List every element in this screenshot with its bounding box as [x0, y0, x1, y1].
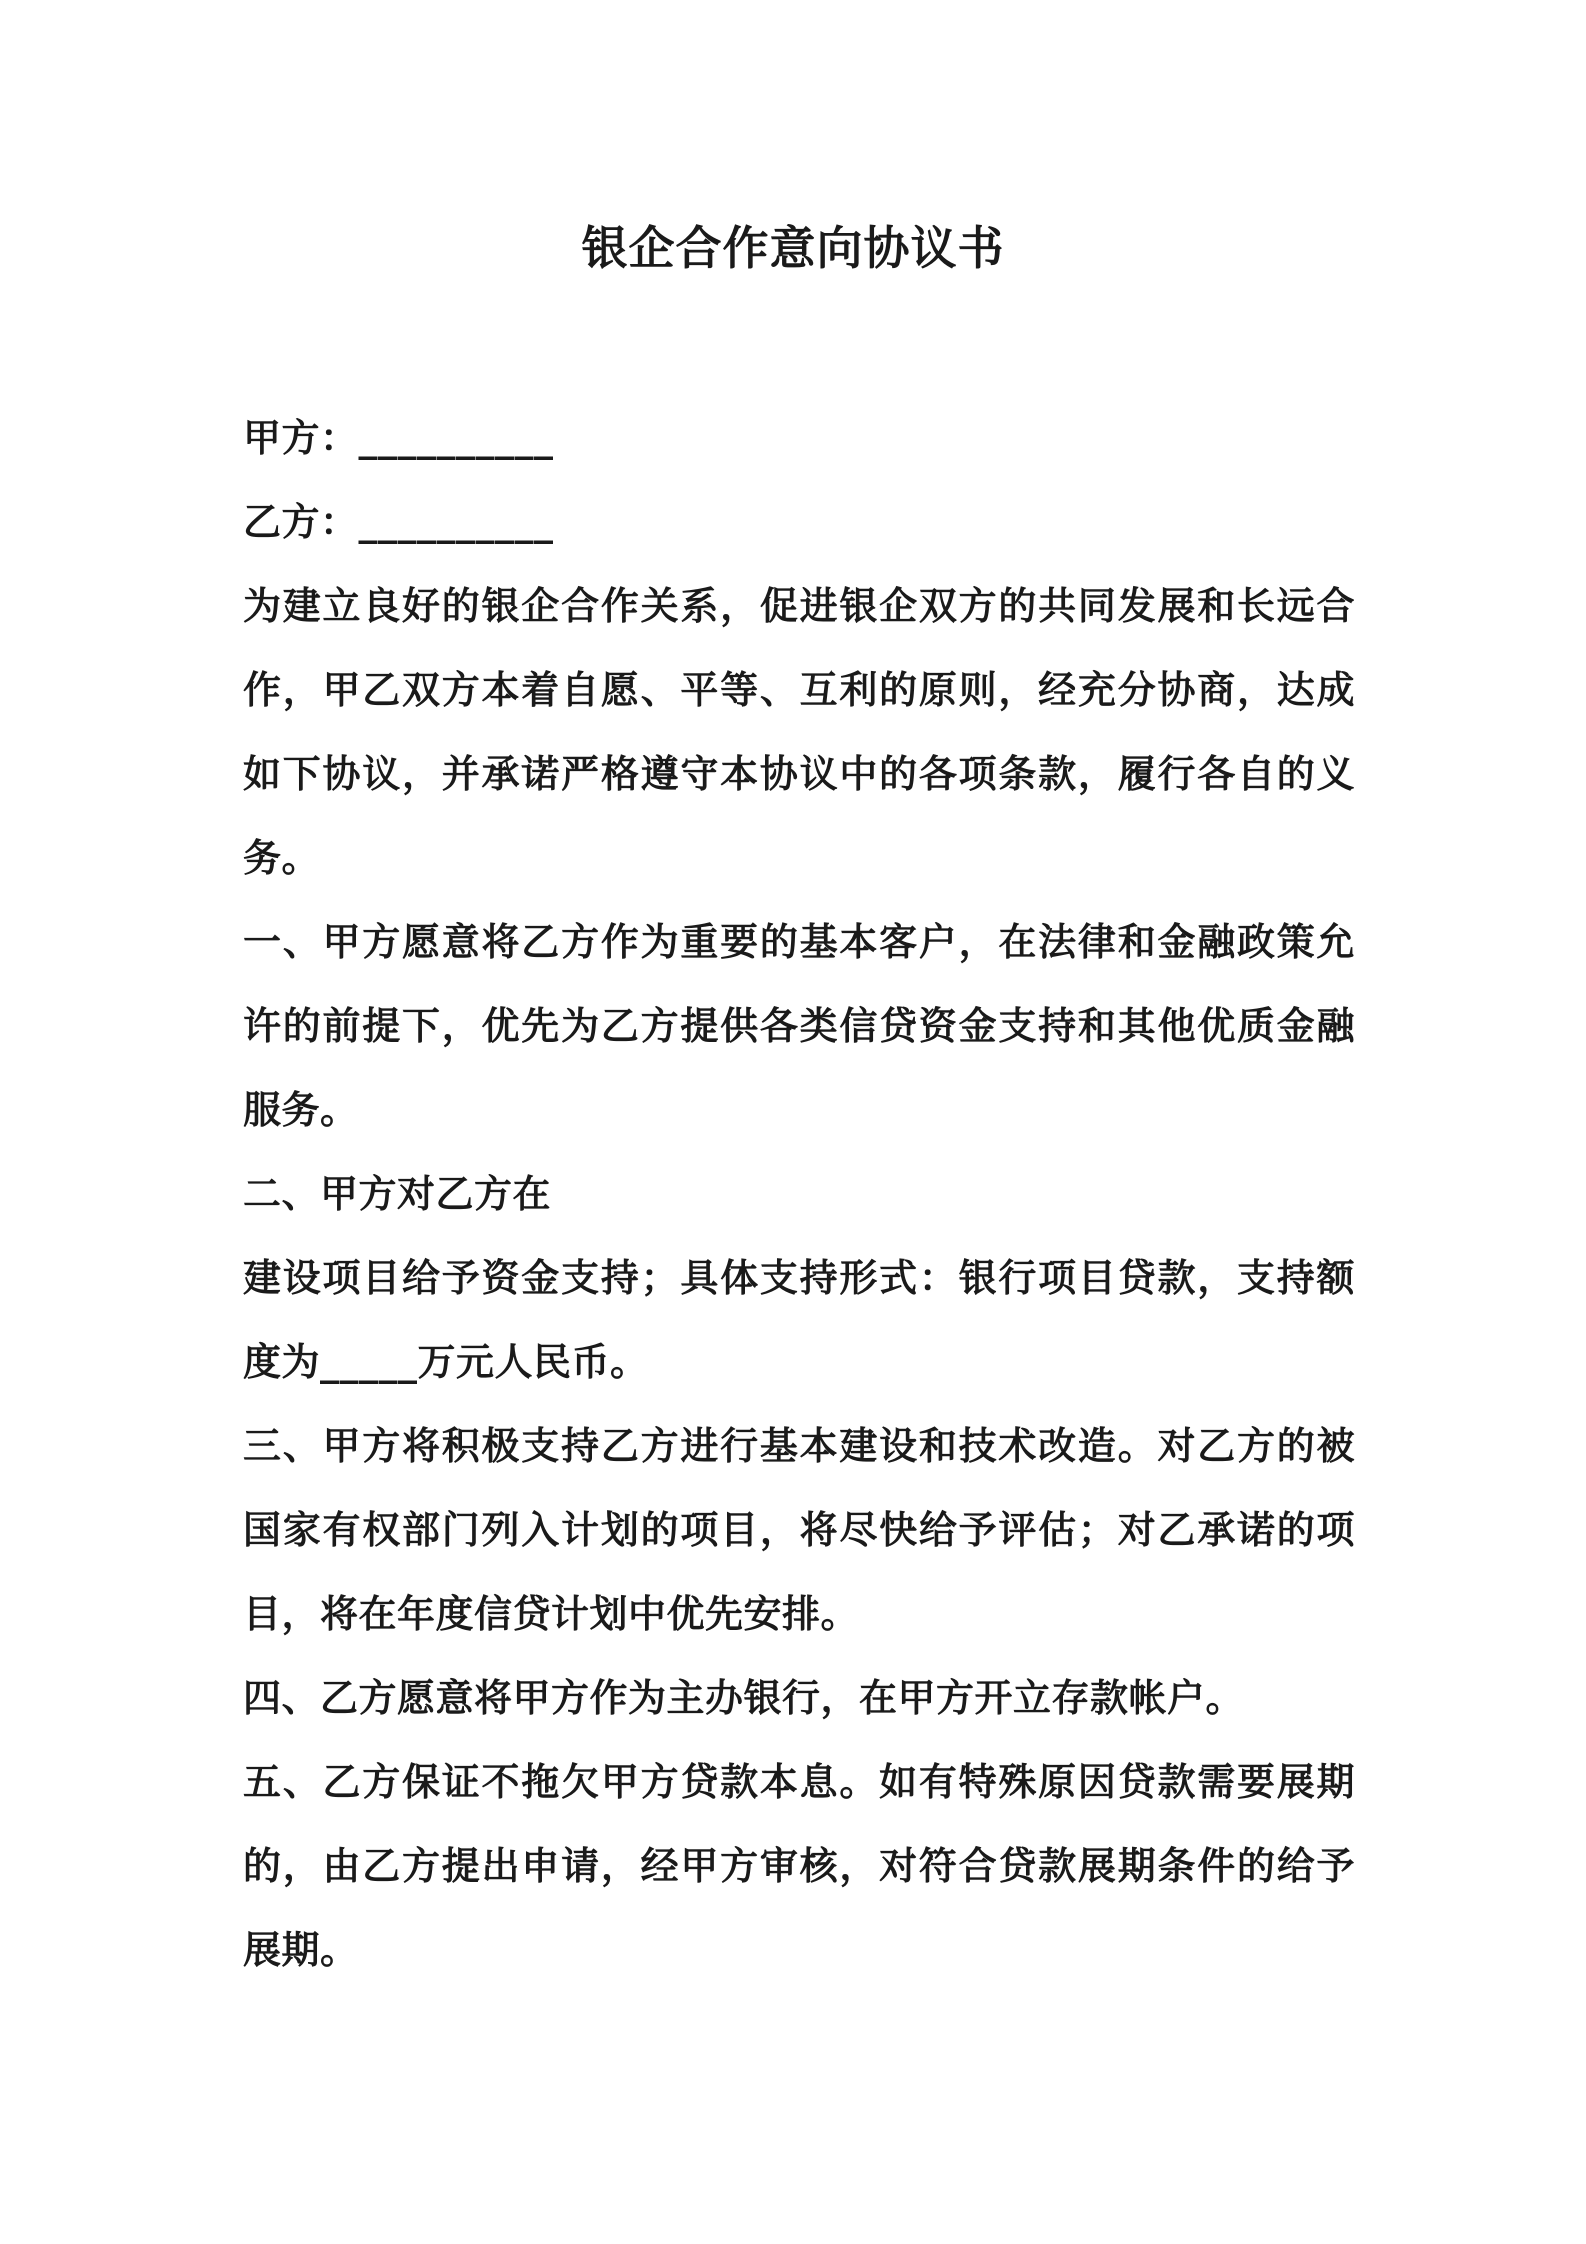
document-title: 银企合作意向协议书 [581, 221, 1005, 275]
clause-2-body: 建设项目给予资金支持；具体支持形式：银行项目贷款，支持额度为_____万元人民币。 [243, 1256, 1355, 1384]
party-b-line: 乙方：__________ [243, 500, 554, 544]
clause-3: 三、甲方将积极支持乙方进行基本建设和技术改造。对乙方的被国家有权部门列入计划的项目，将尽快给予评估；对乙承诺的项目，将在年度信贷计划中优先安排。 [243, 1424, 1355, 1636]
document-body [243, 396, 1355, 1992]
clause-1: 一、甲方愿意将乙方作为重要的基本客户，在法律和金融政策允许的前提下，优先为乙方提供各类信贷资金支持和其他优质金融服务。 [243, 920, 1355, 1132]
clause-4: 四、乙方愿意将甲方作为主办银行，在甲方开立存款帐户。 [243, 1676, 1245, 1720]
clause-5: 五、乙方保证不拖欠甲方贷款本息。如有特殊原因贷款需要展期的，由乙方提出申请，经甲方审核，对符合贷款展期条件的给予展期。 [243, 1760, 1355, 1972]
intro-paragraph: 为建立良好的银企合作关系，促进银企双方的共同发展和长远合作，甲乙双方本着自愿、平等、互利的原则，经充分协商，达成如下协议，并承诺严格遵守本协议中的各项条款，履行各自的义务。 [243, 584, 1355, 880]
clause-2-heading: 二、甲方对乙方在 [243, 1172, 552, 1216]
party-a-line: 甲方：__________ [243, 416, 554, 460]
